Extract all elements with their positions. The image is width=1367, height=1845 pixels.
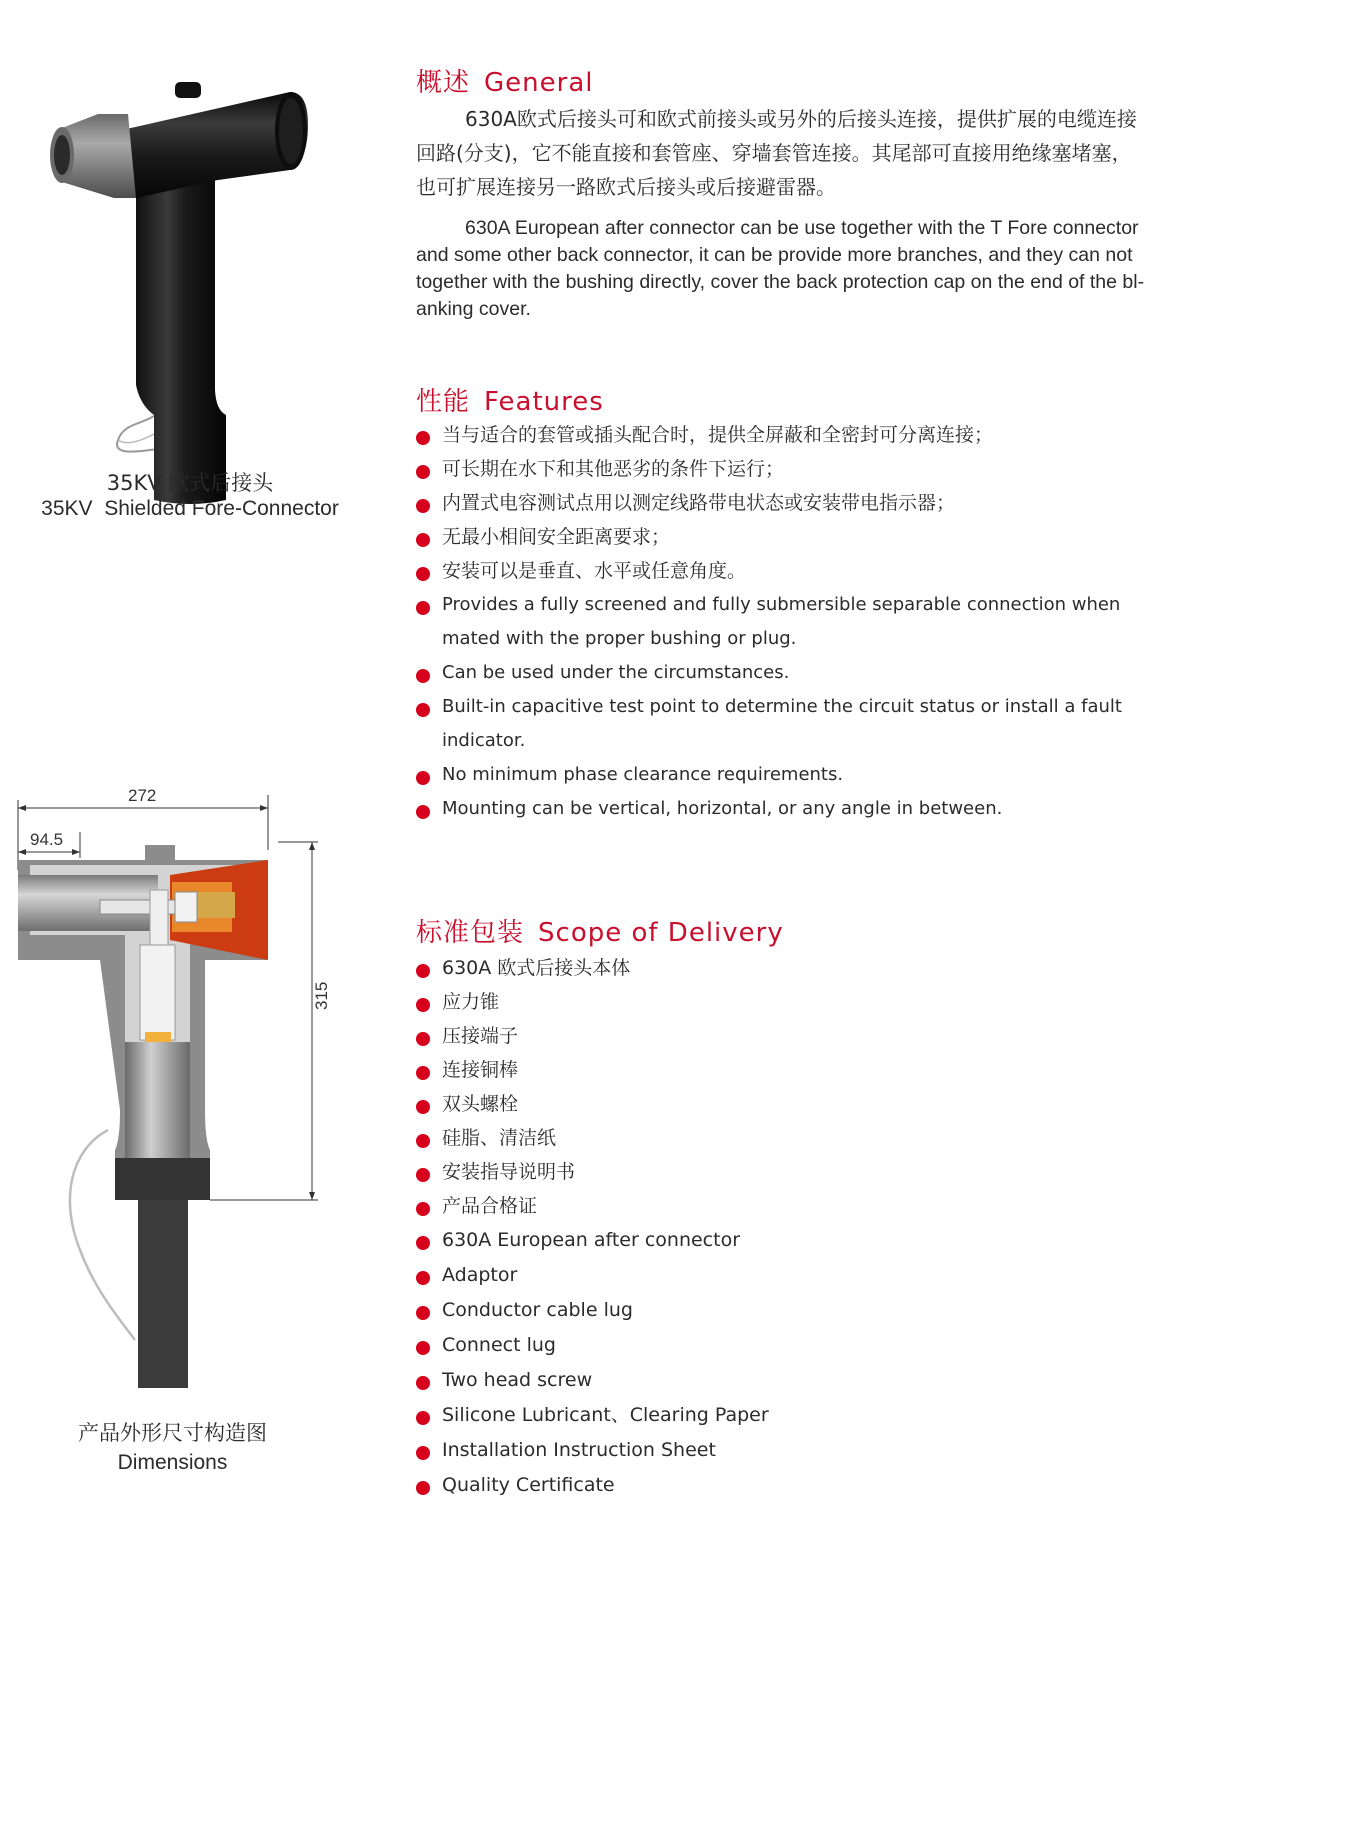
feature-item: 无最小相间安全距离要求；	[416, 520, 1146, 554]
delivery-item: 630A 欧式后接头本体	[416, 951, 1146, 985]
delivery-item: 硅脂、清洁纸	[416, 1121, 1146, 1155]
delivery-item: 安装指导说明书	[416, 1155, 1146, 1189]
delivery-item: Connect lug	[416, 1328, 1146, 1363]
dimensions-caption-en: Dimensions	[117, 1451, 228, 1474]
delivery-item: Adaptor	[416, 1258, 1146, 1293]
dimension-width-partial: 94.5	[30, 830, 64, 849]
general-paragraph-en: 630A European after connector can be use together with the T Fore connector and some other back connector, it can be provide more branches, and they can not together with the bushing directly, cover the back protection cap on the end of the bl-anking cover.	[416, 217, 1145, 320]
feature-item: 内置式电容测试点用以测定线路带电状态或安装带电指示器；	[416, 486, 1146, 520]
delivery-item: Two head screw	[416, 1363, 1146, 1398]
feature-item: Built-in capacitive test point to determine the circuit status or install a fault indicator.	[416, 690, 1146, 758]
features-title-en: Features	[484, 387, 604, 417]
delivery-item: 630A European after connector	[416, 1223, 1146, 1258]
feature-item: Mounting can be vertical, horizontal, or any angle in between.	[416, 792, 1146, 826]
general-title-cn: 概述	[416, 68, 471, 98]
delivery-list	[416, 951, 1146, 1503]
product-caption-en: 35KV Shielded Fore-Connector	[41, 497, 339, 520]
general-paragraph-cn: 630A欧式后接头可和欧式前接头或另外的后接头连接，提供扩展的电缆连接回路(分支)，它不能直接和套管座、穿墙套管连接。其尾部可直接用绝缘塞堵塞，也可扩展连接另一路欧式后接头或后接避雷器。	[416, 107, 1137, 199]
delivery-item: 应力锥	[416, 985, 1146, 1019]
features-title-cn: 性能	[416, 387, 471, 417]
general-title-en: General	[484, 68, 594, 98]
delivery-item: 连接铜棒	[416, 1053, 1146, 1087]
features-title	[416, 381, 604, 418]
feature-item: No minimum phase clearance requirements.	[416, 758, 1146, 792]
dimension-height: 315	[312, 981, 331, 1010]
dimensions-caption-cn: 产品外形尺寸构造图	[78, 1421, 267, 1445]
feature-item: 安装可以是垂直、水平或任意角度。	[416, 554, 1146, 588]
features-list	[416, 418, 1146, 826]
product-caption-cn: 35KV 欧式后接头	[106, 471, 274, 495]
delivery-title-cn: 标准包装	[416, 918, 525, 948]
delivery-item: Silicone Lubricant、Clearing Paper	[416, 1398, 1146, 1433]
delivery-item: 压接端子	[416, 1019, 1146, 1053]
delivery-item: Conductor cable lug	[416, 1293, 1146, 1328]
delivery-item: Installation Instruction Sheet	[416, 1433, 1146, 1468]
feature-item: 可长期在水下和其他恶劣的条件下运行；	[416, 452, 1146, 486]
feature-item: Provides a fully screened and fully submersible separable connection when mated with the proper bushing or plug.	[416, 588, 1146, 656]
feature-item: Can be used under the circumstances.	[416, 656, 1146, 690]
delivery-title-en: Scope of Delivery	[538, 918, 784, 948]
delivery-item: Quality Certificate	[416, 1468, 1146, 1503]
general-title	[416, 62, 593, 99]
dimension-width-total: 272	[128, 786, 157, 805]
feature-item: 当与适合的套管或插头配合时，提供全屏蔽和全密封可分离连接；	[416, 418, 1146, 452]
delivery-title	[416, 912, 784, 949]
delivery-item: 产品合格证	[416, 1189, 1146, 1223]
dimension-drawing	[0, 780, 390, 1390]
delivery-item: 双头螺栓	[416, 1087, 1146, 1121]
